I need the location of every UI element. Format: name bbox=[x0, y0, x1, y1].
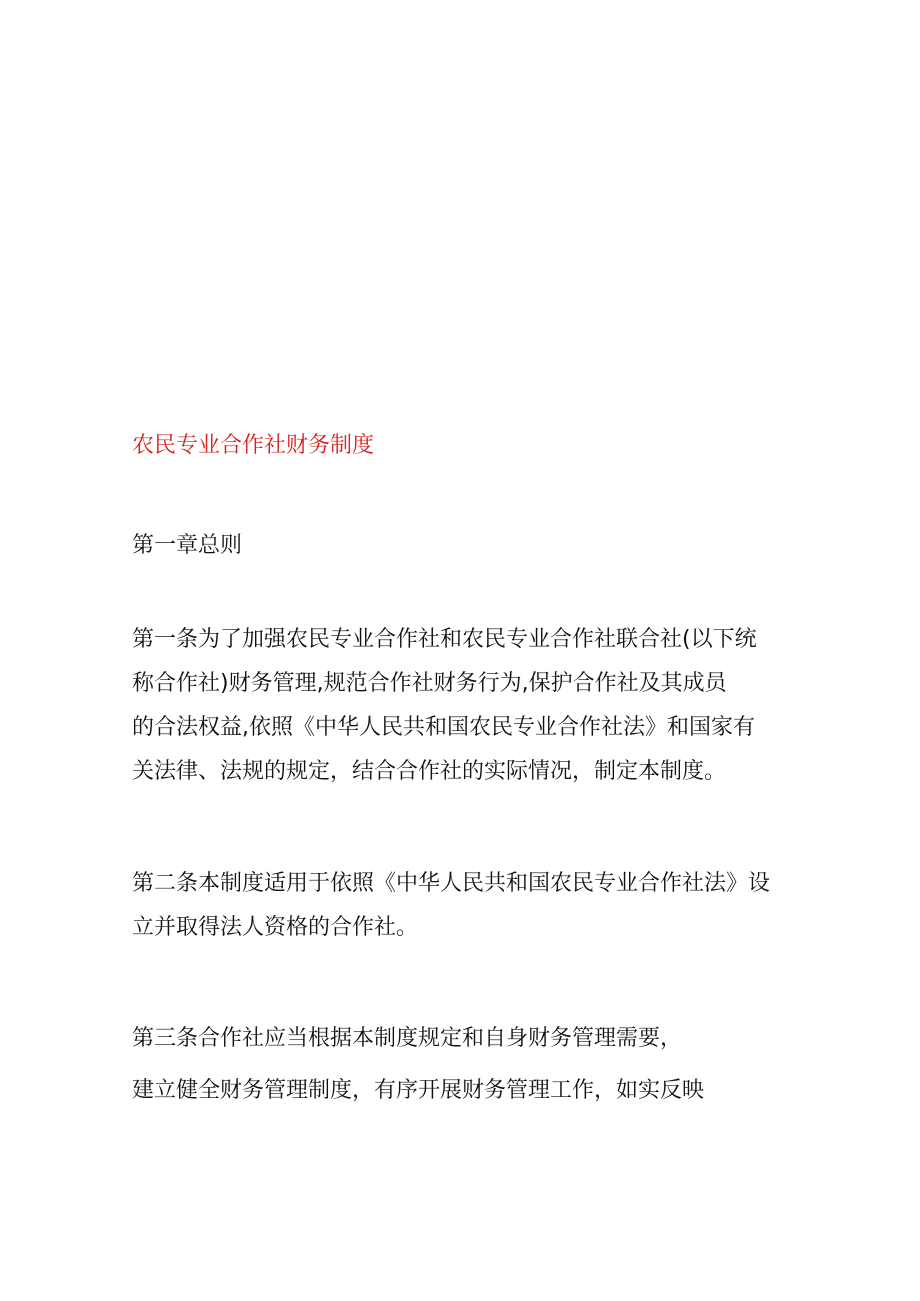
article-1-line-3: 的合法权益,依照《中华人民共和国农民专业合作社法》和国家有 bbox=[132, 715, 755, 740]
article-3 bbox=[132, 1013, 812, 1117]
article-1-line-2: 称合作社)财务管理,规范合作社财务行为,保护合作社及其成员 bbox=[132, 671, 727, 696]
document-title: 农民专业合作社财务制度 bbox=[132, 433, 375, 458]
article-2-line-1: 第二条本制度适用于依照《中华人民共和国农民专业合作社法》设 bbox=[132, 871, 771, 896]
article-3-line-1: 第三条合作社应当根据本制度规定和自身财务管理需要， bbox=[132, 1026, 683, 1051]
article-2 bbox=[132, 862, 812, 950]
chapter-heading: 第一章总则 bbox=[132, 533, 243, 558]
article-3-line-2: 建立健全财务管理制度，有序开展财务管理工作，如实反映 bbox=[132, 1078, 705, 1103]
article-1-line-1: 第一条为了加强农民专业合作社和农民专业合作社联合社(以下统 bbox=[132, 627, 757, 652]
article-1 bbox=[132, 618, 812, 794]
article-1-line-4: 关法律、法规的规定，结合合作社的实际情况，制定本制度。 bbox=[132, 759, 727, 784]
article-2-line-2: 立并取得法人资格的合作社。 bbox=[132, 915, 419, 940]
